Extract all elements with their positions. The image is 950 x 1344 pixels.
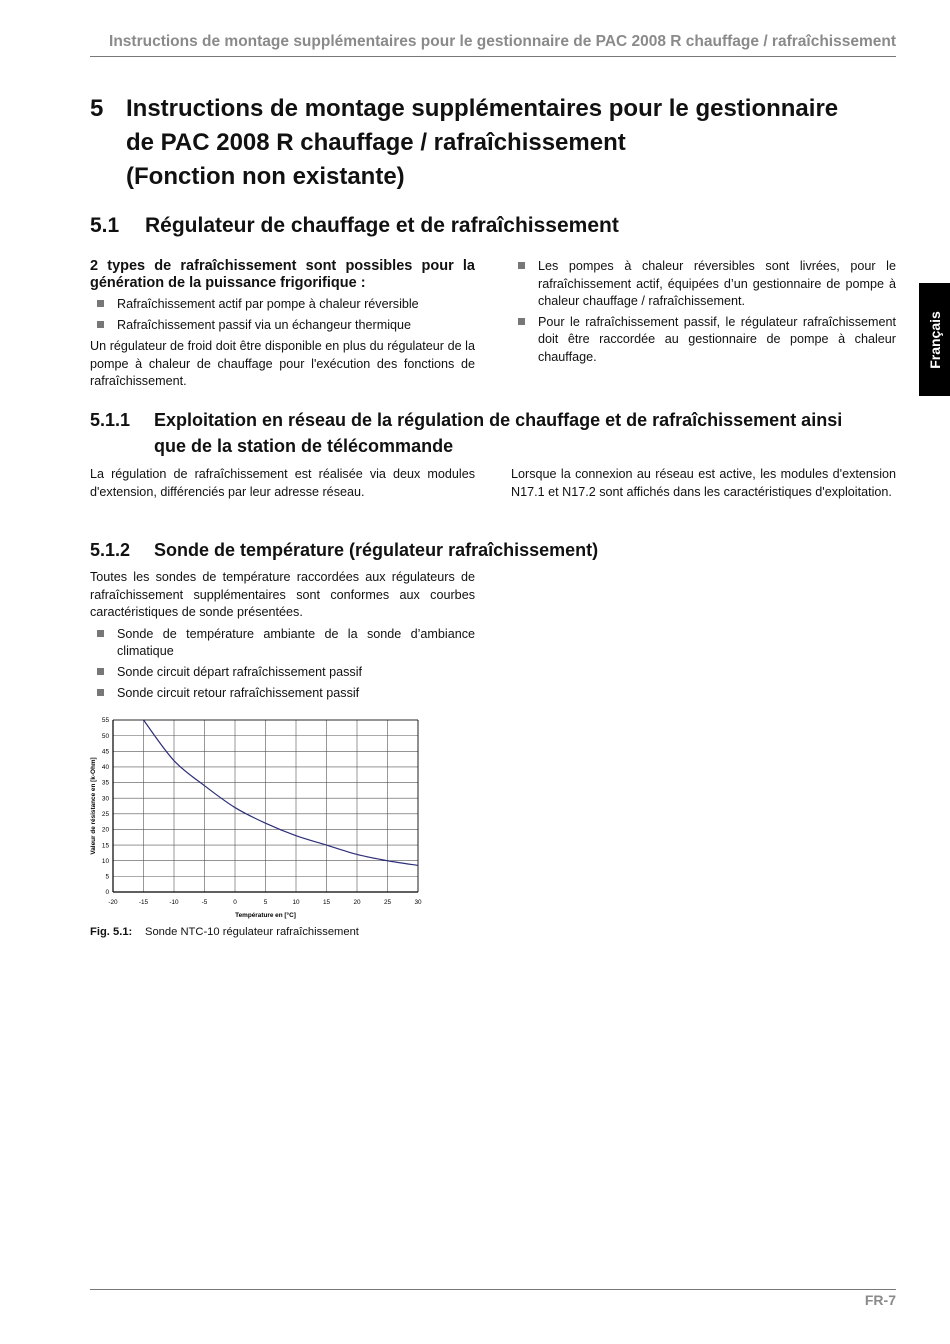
- list-item: Sonde circuit départ rafraîchissement passif: [90, 664, 475, 682]
- section-5-title-line: Instructions de montage supplémentaires pour le gestionnaire: [126, 95, 839, 122]
- chart-x-tick-label: 20: [353, 899, 361, 906]
- network-paragraph-right: Lorsque la connexion au réseau est active, les modules d'extension N17.1 et N17.2 sont affichés dans les caractéristiques d'exploitation.: [511, 467, 896, 499]
- header-divider: [90, 56, 896, 57]
- list-item: Sonde de température ambiante de la sonde d’ambiance climatique: [90, 626, 475, 661]
- list-item: Rafraîchissement actif par pompe à chaleur réversible: [90, 296, 475, 314]
- section-5-1-2-number: 5.1.2: [90, 540, 131, 560]
- cooling-regulator-paragraph: Un régulateur de froid doit être disponible en plus du régulateur de la pompe à chaleur de chauffage pour l'exécution des fonctions de rafraîchissement.: [90, 339, 475, 389]
- sensor-list: [90, 626, 475, 702]
- figure-label: Fig. 5.1:: [90, 926, 133, 938]
- section-5-number: 5: [90, 95, 104, 122]
- cooling-types-intro: 2 types de rafraîchissement sont possibles pour la génération de la puissance frigorifique :: [90, 258, 475, 291]
- section-5-1-number: 5.1: [90, 214, 120, 237]
- section-5-title-line: (Fonction non existante): [126, 163, 405, 190]
- section-5-title: [126, 92, 898, 194]
- section-5-1-2-title-line: Sonde de température (régulateur rafraîchissement): [154, 540, 599, 560]
- section-5-1-1-right-column: [511, 466, 896, 505]
- section-5-1-heading: [90, 214, 619, 238]
- chart-y-tick-label: 45: [101, 748, 109, 756]
- chart-x-tick-label: -20: [108, 899, 118, 906]
- chart-x-tick-label: -5: [201, 899, 208, 906]
- chart-y-tick-label: 40: [101, 764, 109, 772]
- section-5-1-right-column: [511, 258, 896, 371]
- chart-y-tick-label: 0: [105, 889, 109, 897]
- list-item: Rafraîchissement passif via un échangeur thermique: [90, 317, 475, 335]
- chart-x-tick-label: -10: [169, 899, 179, 906]
- chart-x-axis-label: Température en [°C]: [235, 912, 296, 919]
- chart-y-tick-label: 50: [101, 732, 109, 740]
- chart-y-axis-label: Valeur de résistance en [k-Ohm]: [90, 757, 97, 855]
- section-5-1-1-title: [154, 407, 900, 459]
- chart-tick-labels: [102, 717, 422, 906]
- list-item: Sonde circuit retour rafraîchissement passif: [90, 685, 475, 703]
- chart-x-tick-label: 10: [292, 899, 300, 906]
- chart-y-tick-label: 20: [101, 826, 109, 834]
- ntc-sensor-chart: [86, 712, 431, 924]
- list-item: Pour le rafraîchissement passif, le régulateur rafraîchissement doit être raccordée au gestionnaire de pompe à chaleur chauffage.: [511, 314, 896, 367]
- section-5-1-1-title-line: Exploitation en réseau de la régulation de chauffage et de rafraîchissement ainsi: [154, 410, 843, 430]
- chart-y-tick-label: 25: [101, 811, 109, 819]
- chart-x-tick-label: 30: [414, 899, 422, 906]
- chart-y-tick-label: 5: [105, 873, 109, 881]
- page-number: FR-7: [864, 1292, 896, 1308]
- chart-y-tick-label: 35: [101, 779, 109, 787]
- section-5-1-title: Régulateur de chauffage et de rafraîchissement: [145, 214, 619, 237]
- cooling-types-list: [90, 296, 475, 334]
- section-5-1-1-number: 5.1.1: [90, 410, 131, 430]
- section-5-1-1-left-column: [90, 466, 475, 505]
- footer-divider: [90, 1289, 896, 1290]
- chart-x-tick-label: 15: [322, 899, 331, 906]
- figure-caption: [90, 926, 359, 938]
- list-item: Les pompes à chaleur réversibles sont livrées, pour le rafraîchissement actif, équipées d’un gestionnaire de pompe à chaleur chauffage / rafraîchissement.: [511, 258, 896, 311]
- chart-x-tick-label: -15: [138, 899, 149, 906]
- chart-y-tick-label: 15: [101, 842, 109, 850]
- chart-y-tick-label: 55: [101, 717, 109, 725]
- chart-grid: [113, 720, 418, 892]
- section-5-1-2-column: [90, 569, 475, 706]
- figure-caption-text: Sonde NTC-10 régulateur rafraîchissement: [145, 926, 359, 938]
- section-5-1-left-column: [90, 258, 475, 395]
- chart-y-tick-label: 30: [101, 795, 109, 803]
- language-tab-label: Français: [926, 310, 943, 369]
- chart-series-line: [144, 720, 419, 865]
- running-header: Instructions de montage supplémentaires pour le gestionnaire de PAC 2008 R chauffage / rafraîchissement: [109, 33, 896, 50]
- language-tab: [919, 283, 950, 396]
- section-5-1-1-title-line: que de la station de télécommande: [154, 436, 454, 456]
- chart-y-tick-label: 10: [101, 857, 109, 865]
- chart-x-tick-label: 5: [263, 899, 268, 906]
- chart-x-tick-label: 0: [233, 899, 237, 906]
- network-paragraph-left: La régulation de rafraîchissement est réalisée via deux modules d'extension, différenciés par leur adresse réseau.: [90, 467, 475, 499]
- sensor-paragraph: Toutes les sondes de température raccordées aux régulateurs de rafraîchissement supplémentaires sont conformes aux courbes caractéristiques de sonde présentées.: [90, 570, 475, 620]
- section-5-title-line: de PAC 2008 R chauffage / rafraîchissement: [126, 129, 626, 156]
- chart-x-tick-label: 25: [383, 899, 392, 906]
- section-5-1-2-title: [154, 537, 900, 563]
- heat-pump-notes-list: [511, 258, 896, 367]
